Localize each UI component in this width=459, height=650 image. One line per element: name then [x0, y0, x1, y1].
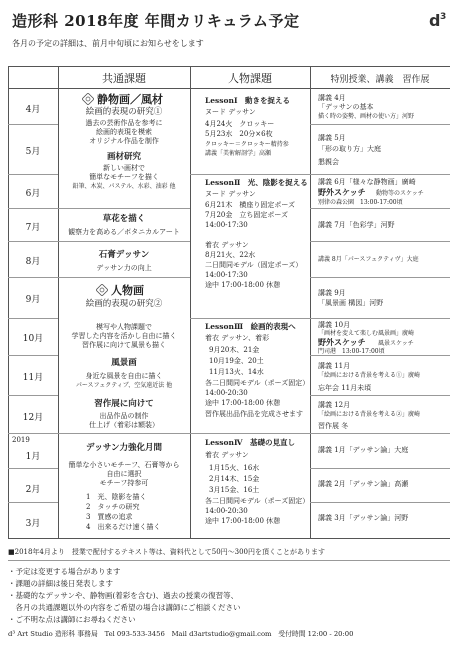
row-line [310, 433, 450, 434]
lecture-text: 講義 2月「デッサン論」高瀬 [318, 480, 409, 488]
table-top-border [8, 66, 450, 67]
lecture-text: 講義 4月 [318, 94, 346, 102]
list-item: 2 タッチの研究 [86, 503, 140, 511]
row-line [8, 318, 58, 319]
figure-text: 7月20金 立ち固定ポーズ [205, 211, 289, 219]
common-plaster-title: 石膏デッサン [98, 250, 150, 260]
common-text: 新しい画材で [103, 164, 145, 172]
page-title: 造形科 2018年度 年間カリキュラム予定 [12, 12, 300, 30]
common-text: 鉛筆、木炭、パステル、水彩、油彩 他 [72, 183, 176, 190]
common-text: 観察力を高める／ボタニカルアート [68, 228, 180, 236]
figure-text: 3月15金、16土 [209, 486, 260, 494]
month-feb: 2月 [25, 485, 41, 495]
row-line [8, 395, 58, 396]
common-text: 模写や人物課題で [96, 323, 152, 331]
row-line [310, 502, 450, 503]
lecture-text: 「絵画における背景を考える②」廣崎 [318, 411, 421, 418]
figure-text: 14:00-20:30 [205, 507, 248, 515]
month-dec: 12月 [22, 413, 44, 423]
row-line [310, 277, 450, 278]
table-bottom-border [8, 538, 450, 539]
footer-divider [8, 560, 450, 561]
row-line [310, 395, 450, 396]
common-text: モチーフ持参可 [99, 479, 149, 487]
row-line [310, 468, 450, 469]
figure-text: 11月13火、14水 [209, 368, 264, 376]
row-line [8, 124, 58, 125]
figure-text: 講義「美術解剖学」高瀬 [205, 150, 272, 157]
month-jan: 1月 [25, 452, 41, 462]
row-line [8, 468, 58, 469]
row-line [8, 433, 58, 434]
figure-text: 4月24火 クロッキー [205, 120, 275, 128]
month-jun: 6月 [25, 189, 41, 199]
col-header-special: 特別授業、講義 習作展 [330, 75, 430, 85]
year-2019: 2019 [12, 436, 30, 444]
common-text: 学習した内容を活かし自由に描く [71, 332, 177, 340]
common-text: 仕上げ（着彩は額装） [89, 421, 159, 429]
svg-text:d: d [429, 11, 441, 30]
figure-text: 途中 17:00-18:00 休憩 [205, 281, 281, 289]
common-drawing-month-title: デッサン力強化月間 [86, 443, 162, 453]
row-line [8, 277, 58, 278]
common-text: 簡単な小さいモチーフ、石膏等から [68, 461, 180, 469]
outdoor-sketch-label: 野外スケッチ [318, 187, 366, 197]
common-col-divider [190, 66, 191, 538]
note-item: ・予定は変更する場合があります [8, 567, 121, 576]
figure-text: 14:00-20:30 [205, 389, 248, 397]
figure-text: 各二日間同モデル（ポーズ固定） [205, 379, 310, 387]
figure-text: クロッキー＝クロッキー精持参 [205, 141, 289, 148]
figure-text: 二日間同モデル（固定ポーズ） [205, 261, 303, 269]
figure-text: 着衣 デッサン [205, 241, 249, 249]
common-figure-title: 人物画 [111, 284, 144, 297]
outdoor-sketch-label: 野外スケッチ [318, 337, 366, 347]
note-item: ・基礎的なデッサンや、静物画(着彩を含む)、過去の授業の復習等、 [8, 591, 239, 600]
row-line [8, 355, 58, 356]
lecture-text: 風景スケッチ [378, 340, 414, 347]
lecture-text: 門司港 13:00-17:00頃 [318, 348, 385, 355]
common-landscape-title: 風景画 [111, 358, 137, 368]
lecture-text: 講義 3月「デッサン論」河野 [318, 514, 409, 522]
lecture-text: 別律の森公園 13:00-17:00頃 [318, 199, 403, 206]
figure-text: 着衣 デッサン、着彩 [205, 334, 270, 342]
diamond-flower-icon [82, 93, 94, 105]
diamond-flower-icon [96, 284, 108, 296]
figure-text: 5月23水 20分×6枚 [205, 130, 273, 138]
lecture-text: 描く時の姿勢、画材の使い方」河野 [318, 113, 415, 120]
svg-text:3: 3 [440, 12, 447, 22]
lecture-text: 講義 7月「色彩学」河野 [318, 221, 395, 229]
lecture-text: 講義 9月 [318, 289, 346, 297]
lesson3-title: LessonⅢ 絵画的表現へ [205, 322, 296, 331]
figure-text: 9月20木、21金 [209, 346, 260, 354]
section-line [58, 433, 190, 434]
list-item: 3 質感の追求 [86, 513, 133, 521]
figure-text: ヌード デッサン [205, 108, 256, 116]
section-line [190, 318, 310, 319]
figure-text: 途中 17:00-18:00 休憩 [205, 517, 281, 525]
row-line [8, 241, 58, 242]
lesson4-title: LessonⅣ 基礎の見直し [205, 438, 295, 447]
figure-text: 10月19金、20土 [209, 357, 264, 365]
lecture-text: 講義 8月「パースフェクティヴ」大庭 [318, 256, 419, 263]
figure-text: 14:00-17:30 [205, 271, 248, 279]
month-oct: 10月 [22, 334, 44, 344]
lecture-text: 講義 10月 [318, 321, 351, 329]
row-line [310, 124, 450, 125]
row-line [8, 208, 58, 209]
month-apr: 4月 [25, 105, 41, 115]
lecture-text: 「デッサンの基本 [318, 103, 374, 111]
figure-text: ヌード デッサン [205, 190, 256, 198]
month-sep: 9月 [25, 295, 41, 305]
lecture-text: 講義 5月 [318, 134, 346, 142]
month-nov: 11月 [22, 373, 44, 383]
lecture-text: 「風景画 構図」河野 [318, 299, 384, 307]
figure-text: 2月14木、15金 [209, 475, 260, 483]
common-text: 習作展に向けて風景も描く [82, 341, 166, 349]
lesson1-title: LessonⅠ 動きを捉える [205, 96, 290, 105]
month-aug: 8月 [25, 257, 41, 267]
figure-text: 6月21木 横座り固定ポーズ [205, 201, 296, 209]
month-mar: 3月 [25, 519, 41, 529]
page-subtitle: 各月の予定の詳細は、前月中旬頃にお知らせをします [12, 39, 204, 48]
row-line [310, 318, 450, 319]
row-line [310, 174, 450, 175]
common-text: 身近な風景を自由に描く [85, 372, 163, 380]
section-line [190, 174, 310, 175]
row-line [8, 174, 58, 175]
figure-text: 途中 17:00-18:00 休憩 [205, 399, 281, 407]
row-line [310, 241, 450, 242]
table-header-border [8, 88, 450, 89]
lecture-text: 「絵画における背景を考える①」廣崎 [318, 372, 421, 379]
section-line [190, 433, 310, 434]
lecture-text: 忘年会 11月未頃 [318, 384, 372, 392]
figure-text: 1月15火、16水 [209, 464, 260, 472]
common-text: 絵画的表現を模索 [96, 128, 152, 136]
common-text: デッサン力の向上 [96, 264, 152, 272]
list-item: 4 出来るだけ速く描く [86, 523, 161, 531]
note-item: 各月の共通課題以外の内容をご希望の場合は講師にご相談ください [8, 603, 241, 612]
figure-text: 習作展出品作品を完成させます [205, 410, 303, 418]
month-may: 5月 [25, 147, 41, 157]
section-line [58, 208, 190, 209]
common-text: オリジナル作品を制作 [89, 137, 159, 145]
row-line [8, 502, 58, 503]
common-text: 過去の芸術作品を参考に [85, 119, 163, 127]
common-figure-subtitle: 絵画的表現の研究② [85, 299, 163, 309]
common-text: パースフェクティブ、空気遠近法 他 [75, 382, 173, 389]
common-materials-title: 画材研究 [106, 152, 141, 162]
lecture-text: 講義 12月 [318, 401, 351, 409]
col-header-common: 共通課題 [102, 72, 146, 85]
common-exhibition-title: 習作展に向けて [94, 399, 154, 409]
figure-text: 各二日間同モデル（ポーズ固定） [205, 497, 310, 505]
common-text: 出品作品の制作 [99, 412, 149, 420]
col-header-figure: 人物課題 [228, 72, 272, 85]
lesson2-title: LessonⅡ 光、陰影を捉える [205, 178, 308, 187]
section-line [58, 241, 190, 242]
common-text: 自由に選択 [106, 470, 142, 478]
studio-logo-icon [428, 10, 448, 30]
common-still-life-title: 静物画／風材 [97, 93, 163, 106]
list-item: 1 光、陰影を描く [86, 493, 147, 501]
figure-text: 着衣 デッサン [205, 451, 249, 459]
common-text: 簡単なモチーフを描く [89, 173, 159, 181]
common-flowers-title: 草花を描く [102, 214, 146, 224]
notice-text: ■2018年4月より 授業で配付するテキスト等は、資料代として50円〜300円を頂くことがあります [8, 548, 326, 556]
common-still-life-subtitle: 絵画的表現の研究① [85, 107, 163, 117]
lecture-text: 動物等のスケッチ [376, 190, 424, 197]
lecture-text: 講義 1月「デッサン論」大庭 [318, 446, 409, 454]
lecture-text: 「画材を変えて楽しむ風景画」廣崎 [318, 330, 415, 337]
figure-text: 14:00-17:30 [205, 221, 248, 229]
lecture-text: 「形の取り方」大庭 [318, 145, 381, 153]
lecture-text: 講義 6月「様々な静物画」廣崎 [318, 178, 416, 186]
lecture-text: 習作展 冬 [318, 422, 349, 430]
row-line [310, 208, 450, 209]
lecture-text: 懇親会 [318, 158, 339, 166]
note-item: ・課題の詳細は後日発表します [8, 579, 113, 588]
note-item: ・ご不明な点は講師にお尋ねください [8, 615, 136, 624]
contact-info: d³ Art Studio 造形科 事務局 Tel 093-533-3456 Mail d3artstudio@gmail.com 受付時間 12:00 - 20:00 [8, 630, 354, 638]
lecture-text: 講義 11月 [318, 362, 351, 370]
section-line [58, 277, 190, 278]
month-jul: 7月 [25, 223, 41, 233]
figure-text: 8月21火、22水 [205, 251, 256, 259]
